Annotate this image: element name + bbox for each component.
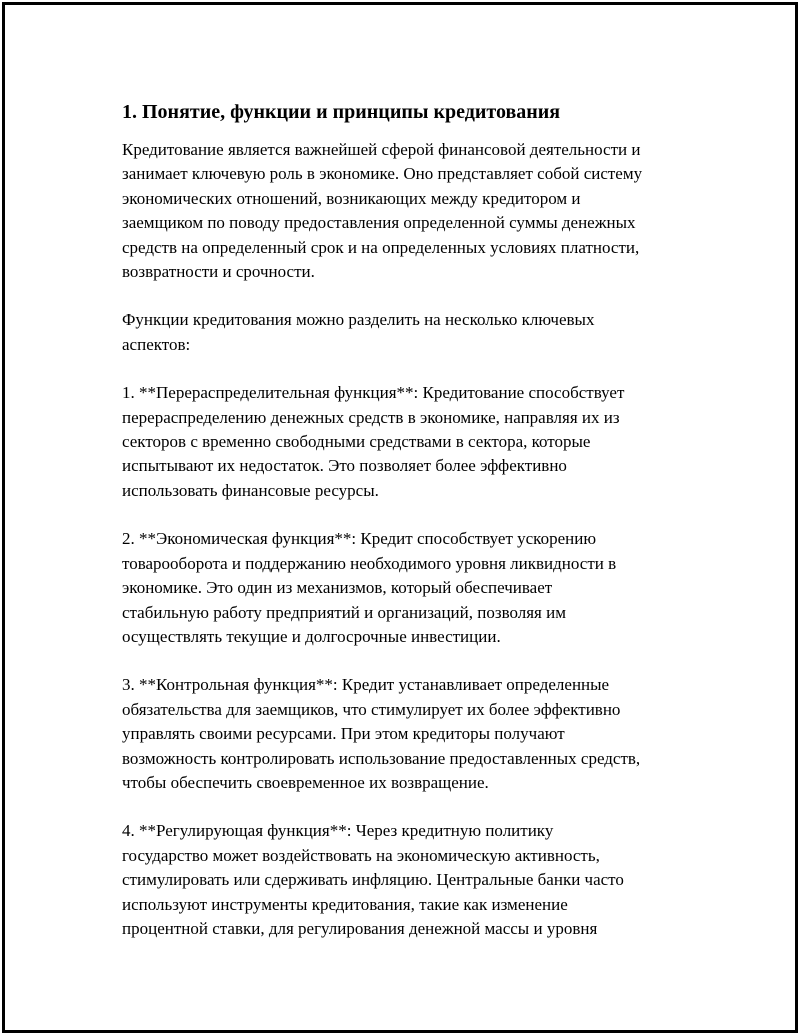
paragraph-intro: [122, 138, 702, 284]
paragraph-function-4: [122, 819, 702, 941]
text-line: заемщиком по поводу предоставления определенной суммы денежных: [122, 213, 636, 233]
paragraph-function-3: [122, 673, 702, 795]
text-line: возвратности и срочности.: [122, 262, 315, 282]
text-line: 4. **Регулирующая функция**: Через кредитную политику: [122, 821, 554, 841]
text-line: стабильную работу предприятий и организаций, позволяя им: [122, 602, 566, 622]
page-frame: [2, 2, 798, 1033]
document-body: [122, 98, 702, 965]
text-line: чтобы обеспечить своевременное их возвращение.: [122, 772, 489, 792]
text-line: перераспределению денежных средств в экономике, направляя их из: [122, 407, 620, 427]
text-line: Кредитование является важнейшей сферой финансовой деятельности и: [122, 140, 641, 159]
text-line: секторов с временно свободными средствами в сектора, которые: [122, 432, 591, 452]
paragraph-function-1: [122, 381, 702, 503]
text-line: 3. **Контрольная функция**: Кредит устанавливает определенные: [122, 675, 610, 695]
text-line: возможность контролировать использование предоставленных средств,: [122, 748, 641, 768]
text-line: занимает ключевую роль в экономике. Оно представляет собой систему: [122, 164, 643, 184]
text-line: средств на определенный срок и на определенных условиях платности,: [122, 237, 640, 257]
text-line: используют инструменты кредитования, такие как изменение: [122, 894, 568, 914]
text-line: использовать финансовые ресурсы.: [122, 480, 379, 500]
section-heading: 1. Понятие, функции и принципы кредитования: [122, 101, 561, 123]
text-line: стимулировать или сдерживать инфляцию. Центральные банки часто: [122, 870, 624, 890]
text-line: управлять своими ресурсами. При этом кредиторы получают: [122, 724, 565, 744]
text-line: экономике. Это один из механизмов, который обеспечивает: [122, 578, 553, 598]
paragraph-functions-intro: [122, 308, 702, 357]
text-line: испытывают их недостаток. Это позволяет более эффективно: [122, 456, 567, 476]
paragraph-function-2: [122, 527, 702, 649]
text-line: аспектов:: [122, 334, 191, 354]
text-line: процентной ставки, для регулирования денежной массы и уровня: [122, 918, 598, 938]
text-line: 2. **Экономическая функция**: Кредит способствует ускорению: [122, 529, 597, 549]
text-line: государство может воздействовать на экономическую активность,: [122, 845, 600, 865]
text-line: осуществлять текущие и долгосрочные инвестиции.: [122, 626, 501, 646]
text-line: экономических отношений, возникающих между кредитором и: [122, 188, 581, 208]
text-line: 1. **Перераспределительная функция**: Кредитование способствует: [122, 383, 625, 403]
text-line: товарооборота и поддержанию необходимого уровня ликвидности в: [122, 553, 617, 573]
text-line: Функции кредитования можно разделить на несколько ключевых: [122, 310, 595, 330]
text-line: обязательства для заемщиков, что стимулирует их более эффективно: [122, 699, 621, 719]
